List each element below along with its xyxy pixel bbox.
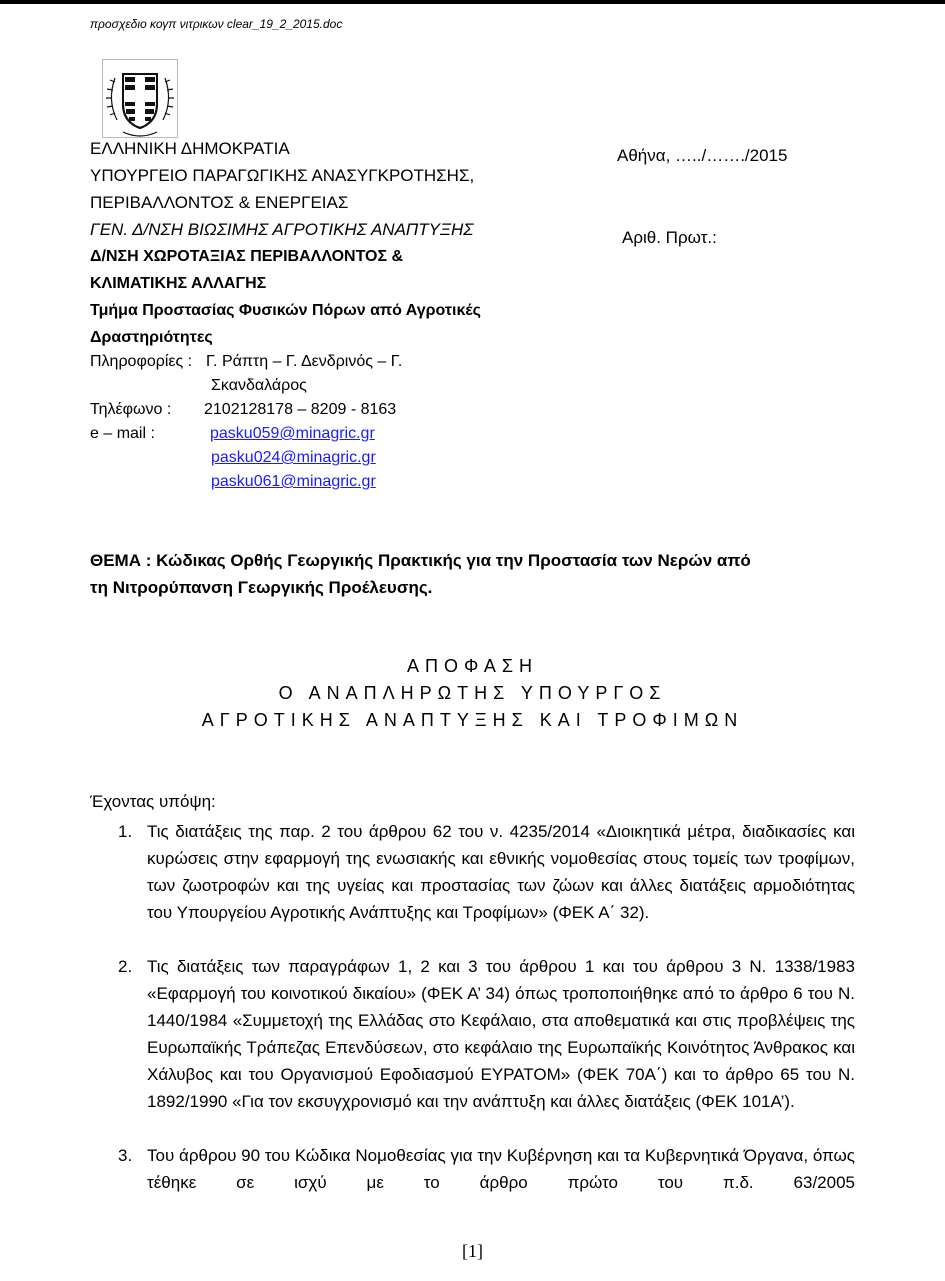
subject-line: ΘΕΜΑ : Κώδικας Ορθής Γεωργικής Πρακτικής για την Προστασία των Νερών από [90,551,751,570]
list-item [90,1142,855,1196]
phone-label: Τηλέφωνο : [90,401,172,418]
phone-value: 2102128178 – 8209 - 8163 [204,401,397,418]
item-text: Τις διατάξεις των παραγράφων 1, 2 και 3 του άρθρου 1 και του άρθρου 3 Ν. 1338/1983 «Εφαρμογή του κοινοτικού δικαίου» (ΦΕΚ Α’ 34) όπως τροποποιήθηκε από το άρθρο 6 του Ν. 1440/1984 «Συμμετοχή της Ελλάδας στο Κεφάλαιο, στα αποθεματικά και στις προβλέψεις της Ευρωπαϊκής Τράπεζας Επενδύσεων, στο κεφάλαιο της Ευρωπαϊκής Κοινότητος Άνθρακος και Χάλυβος και του Οργανισμού Εφοδιασμού ΕΥΡΑΤΟΜ» (ΦΕΚ 70Α΄) και το άρθρο 65 του Ν. 1892/1990 «Για τον εκσυγχρονισμό και την ανάπτυξη και άλλες διατάξεις (ΦΕΚ 101Α’). [147,957,855,1111]
decision-title: ΑΠΟΦΑΣΗ [407,656,538,676]
email-link[interactable]: pasku059@minagric.gr [210,425,375,442]
email-label: e – mail : [90,425,155,442]
info-names: Γ. Ράπτη – Γ. Δενδρινός – Γ. [206,353,403,370]
header-directorate-cont: ΚΛΙΜΑΤΙΚΗΣ ΑΛΛΑΓΗΣ [90,275,267,292]
header-filename: προσχεδιο κογπ νιτρικων clear_19_2_2015.doc [90,17,343,31]
item-number: 2. [118,957,133,976]
considering-lead: Έχοντας υπόψη: [90,792,216,811]
header-ministry: ΥΠΟΥΡΓΕΙΟ ΠΑΡΑΓΩΓΙΚΗΣ ΑΝΑΣΥΓΚΡΟΤΗΣΗΣ, [90,166,475,185]
protocol-number: Αριθ. Πρωτ.: [622,228,717,247]
email-link[interactable]: pasku061@minagric.gr [211,473,376,490]
header-directorate: Δ/ΝΣΗ ΧΩΡΟΤΑΞΙΑΣ ΠΕΡΙΒΑΛΛΟΝΤΟΣ & [90,248,404,265]
page-number: [1] [462,1241,483,1261]
item-number: 1. [118,822,133,841]
header-country: ΕΛΛΗΝΙΚΗ ΔΗΜΟΚΡΑΤΙΑ [90,139,290,158]
list-item [90,953,855,1115]
info-names-cont: Σκανδαλάρος [211,377,307,394]
header-ministry-cont: ΠΕΡΙΒΑΛΛΟΝΤΟΣ & ΕΝΕΡΓΕΙΑΣ [90,193,349,212]
date-field: Αθήνα, …../……./2015 [617,146,788,165]
top-border [0,0,945,4]
hellenic-republic-emblem [102,59,178,138]
item-number: 3. [118,1146,133,1165]
minister-title: Ο ΑΝΑΠΛΗΡΩΤΗΣ ΥΠΟΥΡΓΟΣ [278,683,667,703]
subject-line: τη Νιτρορύπανση Γεωργικής Προέλευσης. [90,578,433,597]
header-general-directorate: ΓΕΝ. Δ/ΝΣΗ ΒΙΩΣΙΜΗΣ ΑΓΡΟΤΙΚΗΣ ΑΝΑΠΤΥΞΗΣ [90,220,474,239]
list-item [90,818,855,926]
item-text: Τις διατάξεις της παρ. 2 του άρθρου 62 του ν. 4235/2014 «Διοικητικά μέτρα, διαδικασίες και κυρώσεις στην εφαρμογή της ενωσιακής και εθνικής νομοθεσίας στους τομείς των τροφίμων, των ζωοτροφών και της υγείας και προστασίας των ζώων και άλλες διατάξεις αρμοδιότητας του Υπουργείου Αγροτικής Ανάπτυξης και Τροφίμων» (ΦΕΚ Α΄ 32). [147,822,855,922]
ministry-title: ΑΓΡΟΤΙΚΗΣ ΑΝΑΠΤΥΞΗΣ ΚΑΙ ΤΡΟΦΙΜΩΝ [201,710,744,730]
header-department: Τμήμα Προστασίας Φυσικών Πόρων από Αγροτικές [90,302,481,319]
header-department-cont: Δραστηριότητες [90,329,213,346]
info-label: Πληροφορίες : [90,353,193,370]
email-link[interactable]: pasku024@minagric.gr [211,449,376,466]
item-text: Του άρθρου 90 του Κώδικα Νομοθεσίας για την Κυβέρνηση και τα Κυβερνητικά Όργανα, όπως τέθηκε σε ισχύ με το άρθρο πρώτο του π.δ. 63/2005 [147,1146,855,1192]
subject [90,547,850,601]
